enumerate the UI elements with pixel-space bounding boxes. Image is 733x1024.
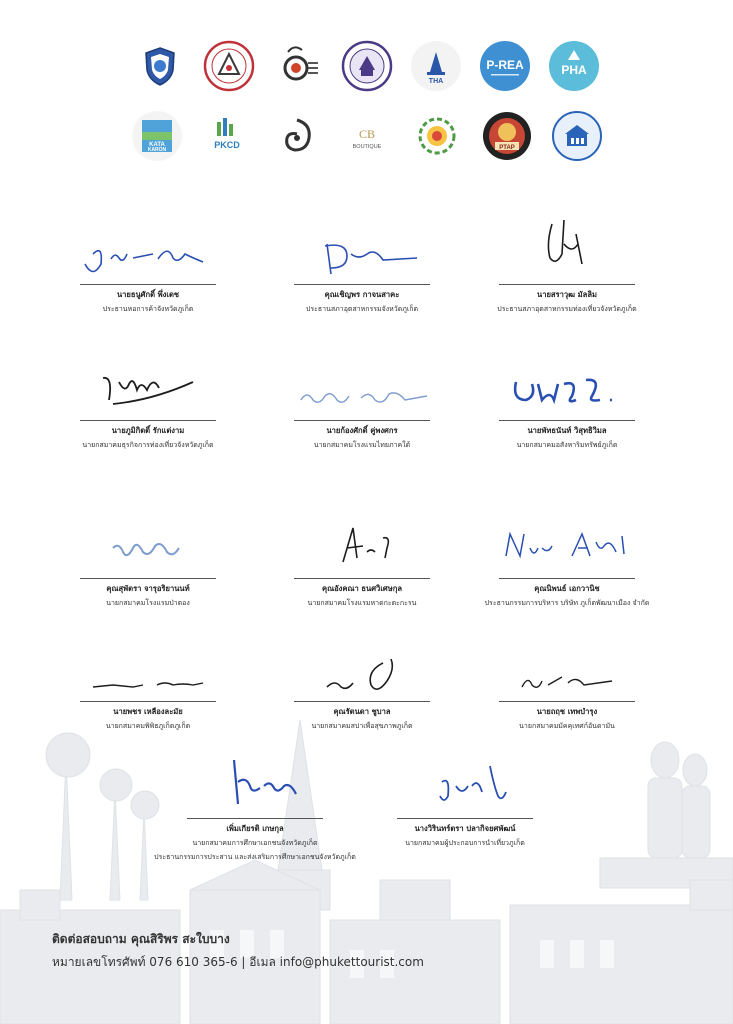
boutique-logo-icon	[341, 110, 393, 162]
svg-text:PHA: PHA	[560, 63, 587, 77]
signature-ink	[180, 746, 330, 816]
signature-ink	[73, 641, 223, 699]
signature-line	[294, 420, 430, 421]
svg-text:PTAP: PTAP	[498, 145, 515, 151]
signature-ink	[287, 518, 437, 576]
signature-ink	[492, 518, 642, 576]
chamber-emblem-icon	[272, 40, 324, 92]
signature-block	[242, 520, 482, 620]
signature-line	[499, 284, 635, 285]
p-rea-logo-icon	[479, 40, 531, 92]
pha-logo-icon	[548, 40, 600, 92]
signature-line	[499, 701, 635, 702]
signatory-name: คุณรัตนดา ชูบาล	[333, 707, 391, 716]
signature-block	[447, 226, 687, 326]
signatory-name: คุณเชิญพร กาจนสาคะ	[324, 290, 400, 299]
signature-ink	[492, 204, 642, 282]
signature-line	[294, 701, 430, 702]
signatory-name: นายพัทธนันท์ วิสุทธิวิมล	[527, 426, 607, 435]
signature-ink	[73, 360, 223, 418]
signatory-name: นายสราวุฒ มัลลิม	[537, 290, 597, 299]
signature-ink	[492, 360, 642, 418]
svg-text:PKCD: PKCD	[213, 140, 240, 150]
svg-text:P-REA: P-REA	[485, 58, 524, 72]
signatory-name: นายภูมิกิตติ์ รักแต่งาม	[111, 426, 185, 435]
ptap-badge-icon	[481, 110, 533, 162]
signatory-title: นายกสมาคมมัคคุเทศก์อันดามัน	[519, 722, 615, 730]
signature-ink	[492, 641, 642, 699]
signature-line	[294, 284, 430, 285]
signatory-name: นางวิรินทร์ตรา ปลากิจยศพัฒน์	[414, 824, 516, 833]
signatory-name: เพิ่มเกียรติ เกษกุล	[226, 824, 284, 833]
signature-line	[80, 578, 216, 579]
signatory-title: ประธานสภาอุตสาหกรรมจังหวัดภูเก็ต	[305, 305, 419, 313]
signatory-title: ประธานสภาอุตสาหกรรมท่องเที่ยวจังหวัดภูเก็ต	[497, 305, 637, 313]
signature-block	[242, 226, 482, 326]
signatory-name: คุณสุพัตรา จารุอริยานนท์	[106, 584, 190, 593]
signatory-title: ประธานหอการค้าจังหวัดภูเก็ต	[102, 305, 194, 313]
signatory-name: คุณนิพนธ์ เอกวานิช	[534, 584, 600, 593]
red-seal-icon	[203, 40, 255, 92]
svg-text:CB: CB	[358, 127, 375, 141]
spiral-logo-icon	[271, 110, 323, 162]
signatory-name: นายถฤช เทพบำรุง	[536, 707, 598, 716]
logo-row-top	[0, 40, 733, 92]
kata-karon-logo-icon	[131, 110, 183, 162]
svg-text:BOUTIQUE: BOUTIQUE	[352, 144, 381, 150]
signature-ink	[390, 746, 540, 816]
tha-logo-text: THA	[428, 78, 443, 85]
signature-ink	[73, 224, 223, 282]
signature-block	[28, 362, 268, 462]
signatory-name: นายธนูศักดิ์ พึ่งเดช	[116, 290, 180, 299]
signature-ink	[287, 224, 437, 282]
signature-ink	[287, 641, 437, 699]
signatory-title: นายกสมาคมธุรกิจการท่องเที่ยวจังหวัดภูเก็ต	[82, 441, 214, 449]
signatory-title: นายกสมาคมสปาเพื่อสุขภาพภูเก็ต	[311, 722, 413, 730]
signatory-title: นายกสมาคมพิพิธภูเก็ตภูเก็ต	[105, 722, 191, 730]
signature-line	[80, 420, 216, 421]
signature-line	[80, 701, 216, 702]
pkcd-logo-icon	[201, 110, 253, 162]
signature-block	[242, 362, 482, 462]
signature-block	[28, 643, 268, 743]
tha-logo-icon	[410, 40, 462, 92]
signature-line	[80, 284, 216, 285]
svg-text:KATA: KATA	[148, 142, 165, 148]
contact-phone-email: หมายเลขโทรศัพท์ 076 610 365-6 | อีเมล info@phukettourist.com	[52, 955, 424, 969]
building-seal-icon	[551, 110, 603, 162]
signatory-title: นายกสมาคมโรงแรมไทยภาคใต้	[313, 441, 411, 449]
logo-row-bottom	[0, 110, 733, 162]
signature-line	[294, 578, 430, 579]
signature-line	[499, 578, 635, 579]
svg-text:KARON: KARON	[147, 147, 166, 153]
signatory-title: นายกสมาคมโรงแรมหาดกะตะกะรน	[307, 599, 417, 607]
signatory-name: นายพชร เหลืองละมัย	[113, 707, 183, 716]
signature-block	[28, 226, 268, 326]
signature-ink	[287, 360, 437, 418]
shield-crest-icon	[134, 40, 186, 92]
signature-block	[242, 643, 482, 743]
signature-ink	[73, 518, 223, 576]
signature-block	[135, 760, 375, 860]
purple-seal-icon	[341, 40, 393, 92]
signatory-title: นายกสมาคมผู้ประกอบการนำเที่ยวภูเก็ต	[405, 839, 525, 847]
wreath-logo-icon	[411, 110, 463, 162]
contact-person: ติดต่อสอบถาม คุณสิริพร สะใบบาง	[52, 932, 230, 946]
signature-block	[28, 520, 268, 620]
signature-block	[345, 760, 585, 860]
signatory-title: นายกสมาคมการศึกษาเอกชนจังหวัดภูเก็ต	[192, 839, 318, 847]
signatory-title: ประธานกรรมการบริหาร บริษัท ภูเก็ตพัฒนาเมือง จำกัด	[484, 599, 650, 607]
signature-line	[499, 420, 635, 421]
signature-line	[187, 818, 323, 819]
signatory-name: คุณอังคณา ธนศวิเศษกุล	[321, 584, 402, 593]
signatory-title: นายกสมาคมโรงแรมป่าตอง	[106, 599, 190, 607]
signatory-title: นายกสมาคมอสังหาริมทรัพย์ภูเก็ต	[516, 441, 618, 449]
signature-block	[447, 362, 687, 462]
signature-block	[447, 520, 687, 620]
signature-line	[397, 818, 533, 819]
signature-block	[447, 643, 687, 743]
signatory-name: นายก้องศักดิ์ คู่พงศกร	[326, 426, 398, 435]
signatory-title-secondary: ประธานกรรมการประสาน และส่งเสริมการศึกษาเอกชนจังหวัดภูเก็ต	[154, 853, 356, 861]
